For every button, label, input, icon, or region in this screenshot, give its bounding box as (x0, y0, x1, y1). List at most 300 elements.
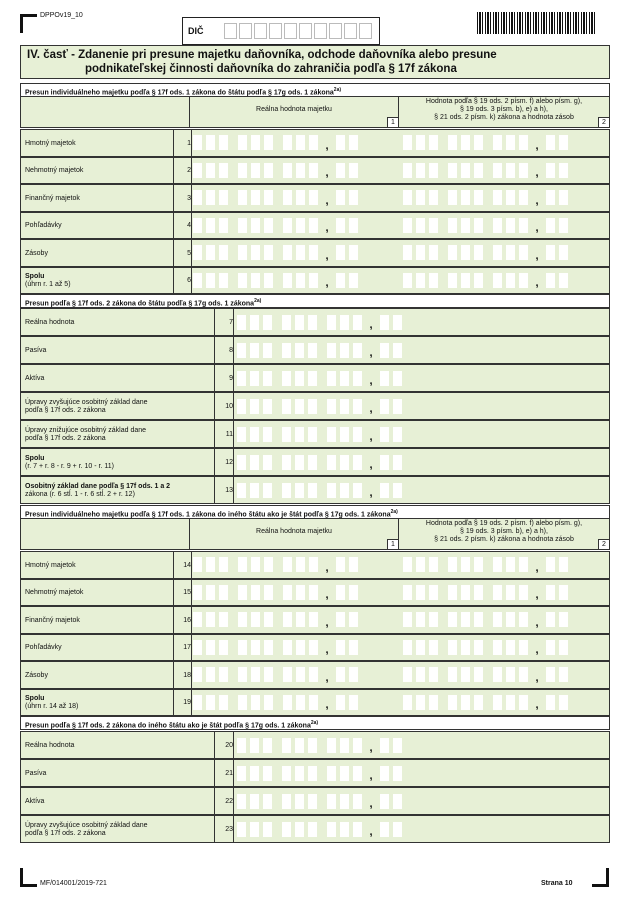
digit-box[interactable] (294, 454, 305, 471)
digit-box[interactable] (492, 217, 503, 234)
digit-box[interactable] (281, 821, 292, 838)
digit-box[interactable] (307, 765, 318, 782)
dic-digit-box[interactable] (314, 23, 327, 39)
digit-box[interactable] (415, 217, 426, 234)
value-field[interactable] (236, 736, 403, 754)
digit-box[interactable] (545, 556, 556, 573)
digit-box[interactable] (250, 694, 261, 711)
digit-box[interactable] (460, 162, 471, 179)
value-field[interactable] (236, 341, 403, 359)
value-field-col1[interactable] (192, 638, 359, 656)
digit-box[interactable] (447, 584, 458, 601)
digit-box[interactable] (237, 189, 248, 206)
digit-box[interactable] (558, 584, 569, 601)
value-field-col1[interactable] (192, 271, 359, 289)
digit-box[interactable] (352, 482, 363, 499)
digit-box[interactable] (460, 556, 471, 573)
digit-box[interactable] (205, 272, 216, 289)
digit-box[interactable] (295, 134, 306, 151)
digit-box[interactable] (392, 342, 403, 359)
dic-digit-box[interactable] (329, 23, 342, 39)
digit-box[interactable] (281, 342, 292, 359)
digit-box[interactable] (492, 189, 503, 206)
dic-digit-box[interactable] (254, 23, 267, 39)
digit-box[interactable] (218, 556, 229, 573)
digit-box[interactable] (335, 162, 346, 179)
digit-box[interactable] (415, 244, 426, 261)
digit-box[interactable] (473, 556, 484, 573)
digit-box[interactable] (379, 821, 390, 838)
digit-box[interactable] (415, 694, 426, 711)
digit-box[interactable] (415, 611, 426, 628)
digit-box[interactable] (415, 639, 426, 656)
digit-box[interactable] (335, 244, 346, 261)
digit-box[interactable] (348, 244, 359, 261)
digit-box[interactable] (307, 342, 318, 359)
digit-box[interactable] (249, 737, 260, 754)
digit-box[interactable] (460, 584, 471, 601)
digit-box[interactable] (236, 314, 247, 331)
digit-box[interactable] (352, 426, 363, 443)
digit-box[interactable] (460, 611, 471, 628)
digit-box[interactable] (250, 217, 261, 234)
digit-box[interactable] (294, 314, 305, 331)
digit-box[interactable] (263, 666, 274, 683)
digit-box[interactable] (307, 737, 318, 754)
digit-box[interactable] (262, 314, 273, 331)
digit-box[interactable] (402, 272, 413, 289)
digit-box[interactable] (326, 342, 337, 359)
value-field-col2[interactable] (402, 134, 569, 152)
digit-box[interactable] (558, 611, 569, 628)
digit-box[interactable] (518, 217, 529, 234)
digit-box[interactable] (326, 821, 337, 838)
digit-box[interactable] (348, 162, 359, 179)
digit-box[interactable] (218, 134, 229, 151)
digit-box[interactable] (473, 694, 484, 711)
digit-box[interactable] (236, 765, 247, 782)
digit-box[interactable] (249, 482, 260, 499)
digit-box[interactable] (326, 370, 337, 387)
value-field-col1[interactable] (192, 611, 359, 629)
digit-box[interactable] (447, 666, 458, 683)
digit-box[interactable] (379, 398, 390, 415)
digit-box[interactable] (205, 134, 216, 151)
digit-box[interactable] (192, 217, 203, 234)
digit-box[interactable] (339, 737, 350, 754)
digit-box[interactable] (518, 244, 529, 261)
digit-box[interactable] (294, 370, 305, 387)
value-field[interactable] (236, 764, 403, 782)
digit-box[interactable] (294, 737, 305, 754)
digit-box[interactable] (307, 426, 318, 443)
value-field[interactable] (236, 820, 403, 838)
digit-box[interactable] (263, 694, 274, 711)
digit-box[interactable] (428, 162, 439, 179)
digit-box[interactable] (505, 244, 516, 261)
digit-box[interactable] (402, 639, 413, 656)
digit-box[interactable] (545, 584, 556, 601)
digit-box[interactable] (352, 342, 363, 359)
digit-box[interactable] (282, 189, 293, 206)
digit-box[interactable] (250, 584, 261, 601)
digit-box[interactable] (250, 272, 261, 289)
digit-box[interactable] (558, 556, 569, 573)
digit-box[interactable] (460, 217, 471, 234)
digit-box[interactable] (335, 584, 346, 601)
digit-box[interactable] (428, 272, 439, 289)
value-field[interactable] (236, 792, 403, 810)
digit-box[interactable] (402, 217, 413, 234)
digit-box[interactable] (335, 694, 346, 711)
digit-box[interactable] (250, 666, 261, 683)
digit-box[interactable] (263, 217, 274, 234)
value-field-col1[interactable] (192, 216, 359, 234)
digit-box[interactable] (447, 556, 458, 573)
digit-box[interactable] (335, 556, 346, 573)
digit-box[interactable] (236, 821, 247, 838)
digit-box[interactable] (282, 134, 293, 151)
digit-box[interactable] (473, 639, 484, 656)
digit-box[interactable] (262, 426, 273, 443)
digit-box[interactable] (218, 189, 229, 206)
digit-box[interactable] (262, 793, 273, 810)
digit-box[interactable] (308, 244, 319, 261)
digit-box[interactable] (263, 134, 274, 151)
digit-box[interactable] (295, 244, 306, 261)
digit-box[interactable] (295, 666, 306, 683)
digit-box[interactable] (326, 454, 337, 471)
digit-box[interactable] (392, 737, 403, 754)
digit-box[interactable] (348, 639, 359, 656)
digit-box[interactable] (348, 134, 359, 151)
digit-box[interactable] (447, 244, 458, 261)
digit-box[interactable] (558, 666, 569, 683)
digit-box[interactable] (294, 482, 305, 499)
digit-box[interactable] (218, 694, 229, 711)
value-field[interactable] (236, 397, 403, 415)
digit-box[interactable] (249, 314, 260, 331)
digit-box[interactable] (492, 244, 503, 261)
digit-box[interactable] (505, 611, 516, 628)
digit-box[interactable] (295, 556, 306, 573)
digit-box[interactable] (237, 217, 248, 234)
digit-box[interactable] (518, 611, 529, 628)
value-field-col1[interactable] (192, 666, 359, 684)
digit-box[interactable] (379, 426, 390, 443)
digit-box[interactable] (558, 217, 569, 234)
digit-box[interactable] (428, 217, 439, 234)
digit-box[interactable] (392, 370, 403, 387)
dic-digit-box[interactable] (344, 23, 357, 39)
digit-box[interactable] (415, 189, 426, 206)
digit-box[interactable] (545, 134, 556, 151)
digit-box[interactable] (282, 556, 293, 573)
digit-box[interactable] (392, 426, 403, 443)
digit-box[interactable] (335, 666, 346, 683)
digit-box[interactable] (447, 694, 458, 711)
value-field-col2[interactable] (402, 244, 569, 262)
digit-box[interactable] (545, 272, 556, 289)
digit-box[interactable] (558, 639, 569, 656)
digit-box[interactable] (379, 737, 390, 754)
digit-box[interactable] (460, 244, 471, 261)
digit-box[interactable] (282, 694, 293, 711)
digit-box[interactable] (558, 244, 569, 261)
digit-box[interactable] (492, 639, 503, 656)
digit-box[interactable] (250, 244, 261, 261)
digit-box[interactable] (348, 694, 359, 711)
digit-box[interactable] (205, 244, 216, 261)
value-field-col2[interactable] (402, 583, 569, 601)
digit-box[interactable] (308, 666, 319, 683)
digit-box[interactable] (518, 666, 529, 683)
dic-digit-box[interactable] (359, 23, 372, 39)
digit-box[interactable] (218, 244, 229, 261)
digit-box[interactable] (402, 556, 413, 573)
digit-box[interactable] (282, 584, 293, 601)
digit-box[interactable] (236, 793, 247, 810)
digit-box[interactable] (352, 737, 363, 754)
value-field[interactable] (236, 425, 403, 443)
digit-box[interactable] (505, 189, 516, 206)
digit-box[interactable] (262, 482, 273, 499)
digit-box[interactable] (545, 666, 556, 683)
digit-box[interactable] (379, 793, 390, 810)
digit-box[interactable] (339, 793, 350, 810)
digit-box[interactable] (339, 454, 350, 471)
digit-box[interactable] (192, 244, 203, 261)
digit-box[interactable] (492, 134, 503, 151)
digit-box[interactable] (237, 611, 248, 628)
value-field-col1[interactable] (192, 556, 359, 574)
digit-box[interactable] (263, 556, 274, 573)
digit-box[interactable] (237, 584, 248, 601)
digit-box[interactable] (281, 737, 292, 754)
digit-box[interactable] (392, 765, 403, 782)
digit-box[interactable] (205, 694, 216, 711)
digit-box[interactable] (558, 189, 569, 206)
value-field-col1[interactable] (192, 161, 359, 179)
digit-box[interactable] (295, 217, 306, 234)
digit-box[interactable] (335, 189, 346, 206)
digit-box[interactable] (192, 272, 203, 289)
digit-box[interactable] (415, 134, 426, 151)
digit-box[interactable] (505, 694, 516, 711)
digit-box[interactable] (518, 556, 529, 573)
digit-box[interactable] (282, 639, 293, 656)
digit-box[interactable] (339, 314, 350, 331)
digit-box[interactable] (249, 793, 260, 810)
digit-box[interactable] (558, 162, 569, 179)
digit-box[interactable] (294, 342, 305, 359)
digit-box[interactable] (415, 272, 426, 289)
digit-box[interactable] (295, 162, 306, 179)
digit-box[interactable] (263, 584, 274, 601)
dic-digit-box[interactable] (299, 23, 312, 39)
digit-box[interactable] (262, 370, 273, 387)
digit-box[interactable] (545, 217, 556, 234)
digit-box[interactable] (262, 821, 273, 838)
digit-box[interactable] (379, 765, 390, 782)
digit-box[interactable] (281, 426, 292, 443)
digit-box[interactable] (250, 189, 261, 206)
digit-box[interactable] (281, 765, 292, 782)
digit-box[interactable] (335, 639, 346, 656)
digit-box[interactable] (545, 244, 556, 261)
digit-box[interactable] (558, 272, 569, 289)
digit-box[interactable] (218, 162, 229, 179)
value-field-col2[interactable] (402, 271, 569, 289)
digit-box[interactable] (263, 272, 274, 289)
digit-box[interactable] (339, 426, 350, 443)
digit-box[interactable] (205, 639, 216, 656)
digit-box[interactable] (335, 217, 346, 234)
digit-box[interactable] (326, 482, 337, 499)
digit-box[interactable] (505, 666, 516, 683)
digit-box[interactable] (352, 314, 363, 331)
digit-box[interactable] (545, 639, 556, 656)
digit-box[interactable] (505, 217, 516, 234)
digit-box[interactable] (236, 370, 247, 387)
digit-box[interactable] (236, 737, 247, 754)
digit-box[interactable] (205, 611, 216, 628)
digit-box[interactable] (281, 398, 292, 415)
value-field-col2[interactable] (402, 638, 569, 656)
digit-box[interactable] (237, 694, 248, 711)
value-field-col1[interactable] (192, 583, 359, 601)
digit-box[interactable] (428, 611, 439, 628)
digit-box[interactable] (218, 611, 229, 628)
value-field[interactable] (236, 313, 403, 331)
digit-box[interactable] (348, 272, 359, 289)
digit-box[interactable] (218, 666, 229, 683)
digit-box[interactable] (281, 370, 292, 387)
digit-box[interactable] (473, 217, 484, 234)
digit-box[interactable] (447, 189, 458, 206)
digit-box[interactable] (307, 370, 318, 387)
digit-box[interactable] (348, 611, 359, 628)
digit-box[interactable] (281, 793, 292, 810)
digit-box[interactable] (250, 162, 261, 179)
digit-box[interactable] (218, 584, 229, 601)
digit-box[interactable] (307, 314, 318, 331)
digit-box[interactable] (250, 556, 261, 573)
digit-box[interactable] (379, 482, 390, 499)
digit-box[interactable] (326, 793, 337, 810)
value-field-col1[interactable] (192, 244, 359, 262)
digit-box[interactable] (294, 765, 305, 782)
digit-box[interactable] (518, 694, 529, 711)
digit-box[interactable] (262, 398, 273, 415)
digit-box[interactable] (250, 611, 261, 628)
digit-box[interactable] (295, 639, 306, 656)
digit-box[interactable] (262, 454, 273, 471)
value-field-col2[interactable] (402, 189, 569, 207)
value-field-col1[interactable] (192, 189, 359, 207)
digit-box[interactable] (282, 272, 293, 289)
digit-box[interactable] (294, 398, 305, 415)
digit-box[interactable] (339, 398, 350, 415)
digit-box[interactable] (282, 666, 293, 683)
digit-box[interactable] (428, 694, 439, 711)
digit-box[interactable] (205, 217, 216, 234)
digit-box[interactable] (415, 584, 426, 601)
digit-box[interactable] (192, 584, 203, 601)
value-field-col2[interactable] (402, 666, 569, 684)
value-field-col1[interactable] (192, 134, 359, 152)
digit-box[interactable] (249, 426, 260, 443)
digit-box[interactable] (326, 426, 337, 443)
digit-box[interactable] (379, 314, 390, 331)
digit-box[interactable] (352, 793, 363, 810)
digit-box[interactable] (379, 454, 390, 471)
digit-box[interactable] (205, 162, 216, 179)
digit-box[interactable] (492, 694, 503, 711)
digit-box[interactable] (545, 189, 556, 206)
digit-box[interactable] (348, 217, 359, 234)
digit-box[interactable] (192, 556, 203, 573)
digit-box[interactable] (263, 611, 274, 628)
value-field-col2[interactable] (402, 611, 569, 629)
digit-box[interactable] (308, 584, 319, 601)
digit-box[interactable] (192, 666, 203, 683)
digit-box[interactable] (379, 342, 390, 359)
value-field-col2[interactable] (402, 693, 569, 711)
digit-box[interactable] (236, 482, 247, 499)
value-field[interactable] (236, 481, 403, 499)
digit-box[interactable] (460, 272, 471, 289)
digit-box[interactable] (282, 162, 293, 179)
digit-box[interactable] (192, 611, 203, 628)
digit-box[interactable] (348, 584, 359, 601)
digit-box[interactable] (460, 666, 471, 683)
dic-input-boxes[interactable] (224, 23, 372, 39)
digit-box[interactable] (339, 482, 350, 499)
digit-box[interactable] (492, 611, 503, 628)
digit-box[interactable] (237, 556, 248, 573)
digit-box[interactable] (281, 314, 292, 331)
dic-digit-box[interactable] (224, 23, 237, 39)
digit-box[interactable] (339, 765, 350, 782)
digit-box[interactable] (326, 314, 337, 331)
digit-box[interactable] (518, 272, 529, 289)
digit-box[interactable] (428, 134, 439, 151)
digit-box[interactable] (218, 217, 229, 234)
value-field[interactable] (236, 369, 403, 387)
digit-box[interactable] (392, 454, 403, 471)
digit-box[interactable] (326, 398, 337, 415)
digit-box[interactable] (249, 765, 260, 782)
digit-box[interactable] (237, 134, 248, 151)
digit-box[interactable] (447, 162, 458, 179)
digit-box[interactable] (308, 272, 319, 289)
digit-box[interactable] (218, 639, 229, 656)
digit-box[interactable] (249, 370, 260, 387)
digit-box[interactable] (428, 189, 439, 206)
digit-box[interactable] (447, 134, 458, 151)
digit-box[interactable] (402, 666, 413, 683)
digit-box[interactable] (402, 189, 413, 206)
digit-box[interactable] (392, 398, 403, 415)
digit-box[interactable] (218, 272, 229, 289)
digit-box[interactable] (348, 556, 359, 573)
digit-box[interactable] (295, 611, 306, 628)
dic-digit-box[interactable] (284, 23, 297, 39)
digit-box[interactable] (294, 426, 305, 443)
digit-box[interactable] (237, 272, 248, 289)
digit-box[interactable] (505, 639, 516, 656)
